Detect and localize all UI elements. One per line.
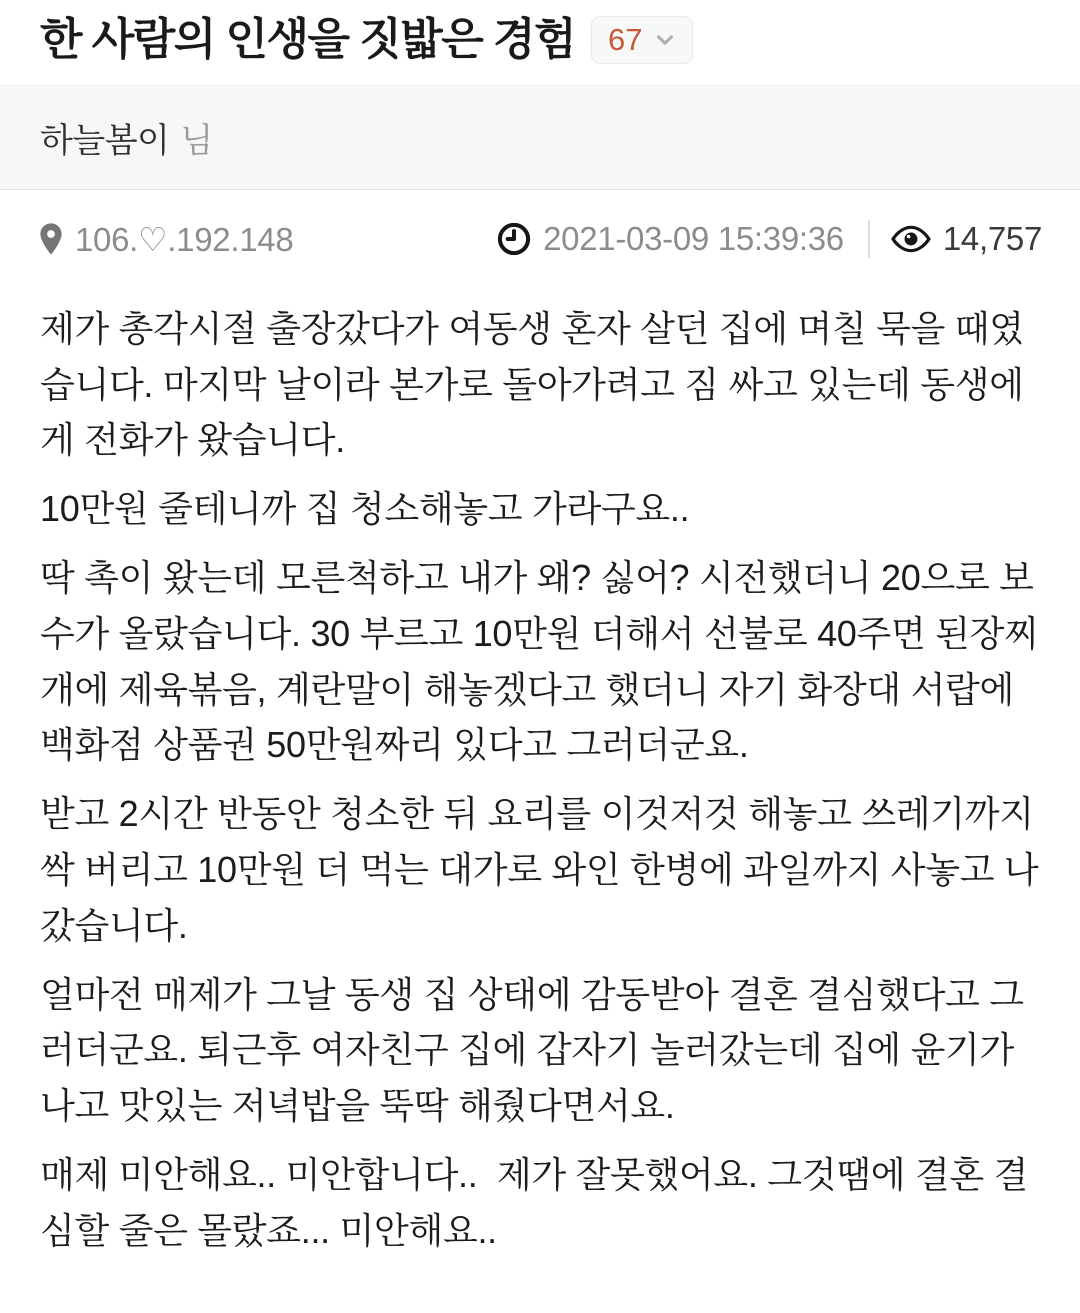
title-row [0, 0, 1080, 85]
comment-count: 67 [607, 22, 643, 58]
author-suffix: 님 [180, 121, 214, 160]
chevron-down-icon [652, 27, 678, 53]
post-paragraph: 10만원 줄테니까 집 청소해놓고 가라구요.. [40, 488, 690, 530]
ip-group [36, 220, 293, 259]
post-timestamp: 2021-03-09 15:39:36 [543, 220, 844, 258]
post-paragraph: 얼마전 매제가 그날 동생 집 상태에 감동받아 결혼 결심했다고 그러더군요. 퇴근후 여자친구 집에 갑자기 놀러갔는데 집에 윤기가 나고 맛있는 저녁밥을 뚝딱 해줬다면서요. [40, 973, 1024, 1127]
post-body [0, 259, 1080, 1289]
views-group [890, 220, 1042, 258]
comment-count-badge[interactable] [591, 16, 693, 64]
post-paragraph: 제가 총각시절 출장갔다가 여동생 혼자 살던 집에 며칠 묵을 때였습니다. 마지막 날이라 본가로 돌아가려고 짐 싸고 있는데 동생에게 전화가 왔습니다. [40, 307, 1024, 461]
timestamp-group [496, 220, 844, 258]
post-paragraph: 받고 2시간 반동안 청소한 뒤 요리를 이것저것 해놓고 쓰레기까지 싹 버리고 10만원 더 먹는 대가로 와인 한병에 과일까지 사놓고 나갔습니다. [40, 793, 1044, 946]
view-count: 14,757 [942, 220, 1042, 258]
eye-icon [890, 223, 932, 255]
author-band [0, 85, 1080, 190]
map-pin-icon [36, 221, 66, 257]
clock-icon [496, 221, 532, 257]
post-paragraph: 매제 미안해요.. 미안합니다.. 제가 잘못했어요. 그것땜에 결혼 결심할 줄은 몰랐죠... 미안해요.. [40, 1153, 1029, 1251]
ip-address: 106.♡.192.148 [75, 220, 294, 258]
post-paragraph: 딱 촉이 왔는데 모른척하고 내가 왜? 싫어? 시전했더니 20으로 보수가 올랐습니다. 30 부르고 10만원 더해서 선불로 40주면 된장찌개에 제육볶음, 계란말이 해놓겠다고 했더니 자기 화장대 서랍에 백화점 상품권 50만원짜리 있다고 그러더군요. [40, 556, 1039, 766]
post-title: 한 사람의 인생을 짓밟은 경험 [40, 15, 575, 64]
meta-divider [868, 220, 870, 258]
meta-right [496, 220, 1042, 258]
meta-row [0, 190, 1080, 259]
author-name[interactable]: 하늘봄이 [40, 121, 170, 160]
